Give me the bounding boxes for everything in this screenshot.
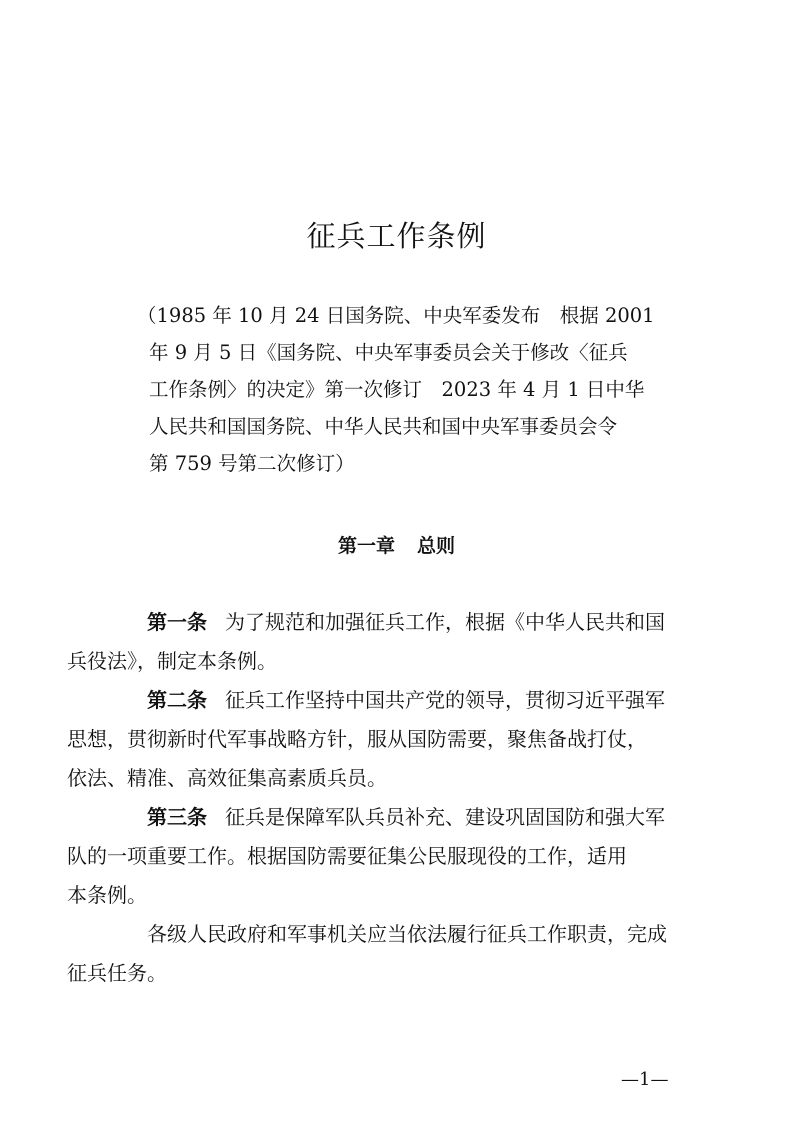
article-1 (67, 603, 695, 681)
article-label: 第三条 (147, 805, 207, 829)
article-text: 征兵是保障军队兵员补充、建设巩固国防和强大军 (225, 805, 665, 829)
document-body (67, 603, 695, 993)
article-text: 队的一项重要工作。根据国防需要征集公民服现役的工作，适用 (67, 844, 627, 868)
page-number: —1— (621, 1069, 669, 1090)
revision-note-line: 人民共和国国务院、中华人民共和国中央军事委员会令 (149, 415, 618, 438)
article-text: 征兵工作坚持中国共产党的领导，贯彻习近平强军 (225, 688, 665, 712)
revision-note-line: 年 9 月 5 日《国务院、中央军事委员会关于修改〈征兵 (149, 341, 628, 364)
article-text: 兵役法》，制定本条例。 (67, 649, 277, 673)
paragraph-text: 各级人民政府和军事机关应当依法履行征兵工作职责，完成 (147, 922, 667, 946)
revision-note-line: （1985 年 10 月 24 日国务院、中央军委发布 根据 2001 (137, 304, 655, 327)
paragraph-text: 征兵任务。 (67, 961, 167, 985)
article-3-paragraph-2 (67, 915, 695, 993)
article-text: 为了规范和加强征兵工作，根据《中华人民共和国 (225, 610, 665, 634)
revision-note (137, 297, 679, 482)
revision-note-line: 第 759 号第二次修订） (149, 452, 355, 475)
article-2 (67, 681, 695, 798)
article-3 (67, 798, 695, 915)
article-text: 本条例。 (67, 883, 147, 907)
article-label: 第一条 (147, 610, 207, 634)
chapter-name: 总则 (417, 535, 456, 557)
article-text: 依法、精准、高效征集高素质兵员。 (67, 766, 387, 790)
article-text: 思想，贯彻新时代军事战略方针，服从国防需要，聚焦备战打仗， (67, 727, 647, 751)
chapter-number: 第一章 (337, 535, 395, 557)
article-label: 第二条 (147, 688, 207, 712)
document-title: 征兵工作条例 (306, 219, 487, 253)
chapter-heading (0, 528, 793, 564)
revision-note-line: 工作条例〉的决定》第一次修订 2023 年 4 月 1 日中华 (149, 378, 645, 401)
